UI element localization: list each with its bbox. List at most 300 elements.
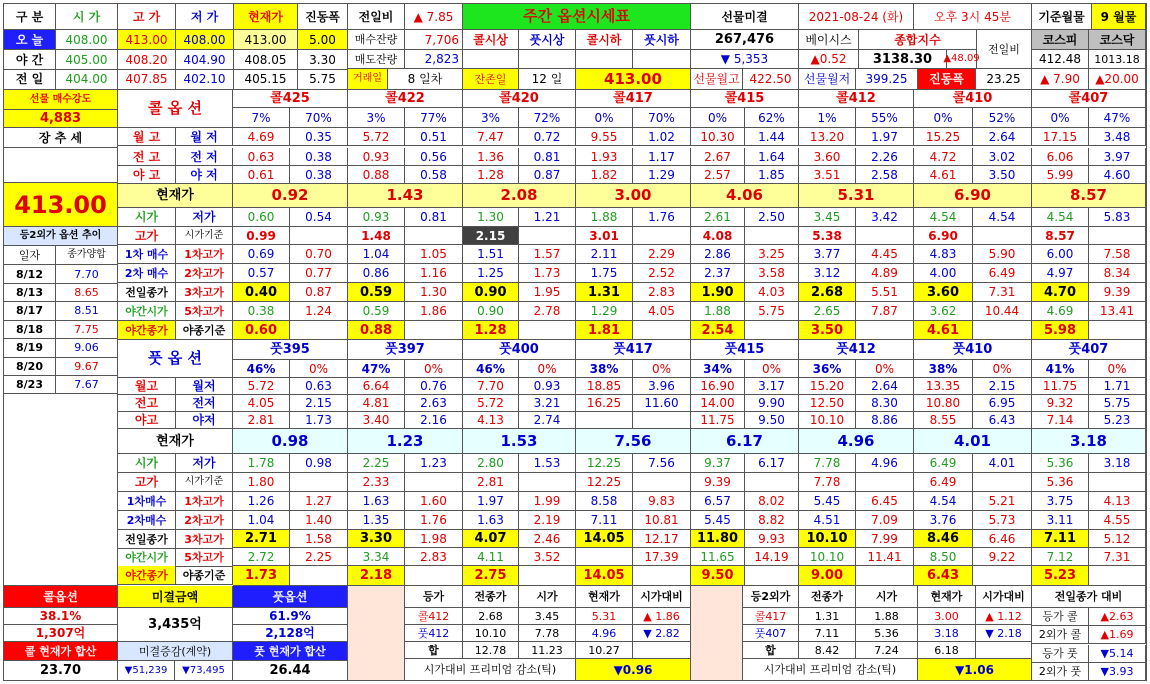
blank <box>745 227 799 245</box>
val: 4.13 <box>1089 492 1146 511</box>
val: 11.75 <box>1032 378 1089 395</box>
tbl-cell: ▼ 2.18 <box>976 625 1032 642</box>
call-label: 콜옵션 <box>4 586 118 608</box>
left-blank <box>4 394 118 586</box>
val: 2.46 <box>519 530 576 548</box>
label: 월고 <box>118 378 176 395</box>
val: 3.51 <box>799 166 856 184</box>
fut-month-hi-label: 선물월고 <box>691 69 743 90</box>
val: 2.83 <box>405 548 463 566</box>
label: 월 저 <box>176 128 233 146</box>
val: 4.51 <box>799 511 856 530</box>
val: 6.64 <box>348 378 405 395</box>
val: 3.50 <box>973 166 1032 184</box>
fut-month-lo-label: 선물월저 <box>799 69 856 90</box>
history-value: 8.51 <box>56 302 118 321</box>
val: 10.10 <box>799 530 856 548</box>
val: 7.11 <box>576 511 633 530</box>
val: 4.61 <box>914 321 973 340</box>
val: 7.09 <box>856 511 914 530</box>
val: 4.81 <box>348 395 405 412</box>
val: 5.45 <box>799 492 856 511</box>
val: 1.30 <box>405 283 463 302</box>
session-low: 408.00 <box>176 30 234 50</box>
val: 1.86 <box>405 302 463 321</box>
val: 0.38 <box>290 148 348 166</box>
session-label: 전 일 <box>4 69 56 90</box>
val: 4.61 <box>914 166 973 184</box>
basis-label: 베이시스 <box>799 30 859 50</box>
label: 야고 <box>118 412 176 429</box>
val: 3.50 <box>799 321 856 340</box>
val: 0.59 <box>348 302 405 321</box>
label: 5차고가 <box>176 548 233 567</box>
blank <box>856 473 914 492</box>
val: 1.27 <box>290 492 348 511</box>
val: 18.85 <box>576 378 633 395</box>
val: 0.57 <box>233 264 290 283</box>
val: 1.63 <box>463 511 519 530</box>
val: 3.76 <box>914 511 973 530</box>
put-name: 풋395 <box>233 340 348 360</box>
header-prev-diff: ▲ 7.85 <box>405 4 463 30</box>
put-low: 1.53 <box>519 454 576 473</box>
tbl-header: 시가 <box>519 586 576 608</box>
chg-put: ▼73,495 <box>175 661 233 681</box>
session-current: 408.05 <box>234 50 298 70</box>
put-sum-label: 풋 현재가 합산 <box>233 642 348 661</box>
val: 2.78 <box>519 302 576 321</box>
val: 3.48 <box>1089 128 1146 146</box>
val: 0.59 <box>348 283 405 302</box>
call-low: 0.54 <box>290 208 348 227</box>
call-high: 2.15 <box>463 227 519 245</box>
call-open: 0.93 <box>348 208 405 227</box>
val: 2.74 <box>519 412 576 429</box>
blank <box>405 566 463 586</box>
t3-val: ▼3.93 <box>1089 663 1146 681</box>
call-sum-label: 콜 현재가 합산 <box>4 642 118 661</box>
put-low: 4.96 <box>856 454 914 473</box>
history-date: 8/23 <box>4 375 56 394</box>
val: 0.81 <box>519 148 576 166</box>
val: 0.51 <box>405 128 463 146</box>
unsettled-amt: 3,435억 <box>118 608 233 642</box>
history-date: 8/12 <box>4 265 56 284</box>
val: 2.63 <box>405 395 463 412</box>
fut-unsettled-chg: ▼ 5,353 <box>691 50 799 69</box>
call-current: 6.90 <box>914 184 1032 208</box>
val: 5.75 <box>745 302 799 321</box>
val: 1.36 <box>463 148 519 166</box>
call-open: 2.61 <box>691 208 745 227</box>
blank <box>519 473 576 492</box>
blank <box>1089 321 1146 340</box>
label: 3차고가 <box>176 530 233 549</box>
val: 1.04 <box>348 245 405 264</box>
val: 3.77 <box>799 245 856 264</box>
label-open: 시가 <box>118 454 176 473</box>
blank <box>973 227 1032 245</box>
val: 16.90 <box>691 378 745 395</box>
history-date: 8/19 <box>4 339 56 358</box>
header-prev-diff-label: 전일비 <box>348 4 405 30</box>
put-high: 5.36 <box>1032 473 1089 492</box>
call-name: 콜410 <box>914 90 1032 108</box>
blank <box>973 473 1032 492</box>
val: 1.24 <box>290 302 348 321</box>
put-name: 풋407 <box>1032 340 1146 360</box>
call-current: 8.57 <box>1032 184 1146 208</box>
blank <box>633 321 691 340</box>
blank <box>463 50 519 69</box>
val: 1.71 <box>1089 378 1146 395</box>
val: 10.10 <box>799 548 856 566</box>
tbl-cell: 3.00 <box>918 608 976 625</box>
tbl-cell: ▲ 1.12 <box>976 608 1032 625</box>
t3-label: 등가 콜 <box>1032 608 1089 626</box>
val: 1.28 <box>463 321 519 340</box>
basis: ▲0.52 <box>799 50 859 69</box>
label: 1차고가 <box>176 492 233 511</box>
val: 3.58 <box>745 264 799 283</box>
blank <box>973 566 1032 586</box>
tbl-cell: 합 <box>743 642 799 659</box>
put-p1: 46% <box>463 360 519 378</box>
label-high: 고가 <box>118 227 176 245</box>
header-high: 고 가 <box>118 4 176 30</box>
val: 2.15 <box>290 395 348 412</box>
call-p2: 72% <box>519 108 576 128</box>
blank <box>745 321 799 340</box>
call-pct: 38.1% <box>4 608 118 625</box>
buy-rem: 7,706 <box>405 30 463 50</box>
blank <box>856 566 914 586</box>
val: 1.99 <box>519 492 576 511</box>
session-high: 407.85 <box>118 69 176 90</box>
tbl-foot-val: ▼1.06 <box>918 659 1032 681</box>
tbl-cell: 합 <box>405 642 463 659</box>
call-current: 1.43 <box>348 184 463 208</box>
val: 2.29 <box>633 245 691 264</box>
tbl-cell: 12.78 <box>463 642 519 659</box>
val: 1.25 <box>463 264 519 283</box>
val: 10.80 <box>914 395 973 412</box>
val: 2.81 <box>233 412 290 429</box>
history-value: 9.67 <box>56 357 118 376</box>
val: 2.25 <box>290 548 348 566</box>
val: 0.35 <box>290 128 348 146</box>
put-low: 1.23 <box>405 454 463 473</box>
label: 야저 <box>176 412 233 429</box>
val: 6.00 <box>1032 245 1089 264</box>
call-p1: 0% <box>576 108 633 128</box>
label: 전 고 <box>118 148 176 166</box>
put-low: 0.98 <box>290 454 348 473</box>
val: 0.86 <box>348 264 405 283</box>
call-low: 3.42 <box>856 208 914 227</box>
call-p2: 77% <box>405 108 463 128</box>
val: 7.47 <box>463 128 519 146</box>
val: 8.02 <box>745 492 799 511</box>
t3-val: ▼5.14 <box>1089 645 1146 663</box>
blank <box>519 227 576 245</box>
label-open-base: 시가기준 <box>176 227 233 245</box>
pink-spacer <box>691 586 743 681</box>
val: 5.75 <box>1089 395 1146 412</box>
tbl-cell <box>633 642 691 659</box>
put-high: 7.78 <box>799 473 856 492</box>
session-low: 402.10 <box>176 69 234 90</box>
put-name: 풋412 <box>799 340 914 360</box>
session-label: 오 늘 <box>4 30 56 50</box>
val: 4.00 <box>914 264 973 283</box>
call-p1: 0% <box>1032 108 1089 128</box>
call-current: 3.00 <box>576 184 691 208</box>
val: 2.64 <box>856 378 914 395</box>
session-current: 405.15 <box>234 69 298 90</box>
val: 4.60 <box>1089 166 1146 184</box>
val: 13.41 <box>1089 302 1146 321</box>
val: 1.28 <box>463 166 519 184</box>
trading-day-label: 거래일 <box>348 69 388 90</box>
val: 17.15 <box>1032 128 1089 146</box>
put-low: 7.56 <box>633 454 691 473</box>
call-name: 콜422 <box>348 90 463 108</box>
label: 전저 <box>176 395 233 412</box>
put-p2: 0% <box>1089 360 1146 378</box>
call-p2: 70% <box>633 108 691 128</box>
put-p1: 47% <box>348 360 405 378</box>
val: 2.65 <box>799 302 856 321</box>
val <box>633 412 691 429</box>
header-low: 저 가 <box>176 4 234 30</box>
session-open: 404.00 <box>56 69 118 90</box>
tbl-cell: 콜417 <box>743 608 799 625</box>
val: 8.50 <box>914 548 973 566</box>
index-chg: ▲48.09 <box>947 50 977 69</box>
trend2-label: 등2외가 옵션 추이 <box>4 227 118 246</box>
close-label: 종가양합 <box>56 246 118 265</box>
put-name: 풋400 <box>463 340 576 360</box>
put-p1: 38% <box>576 360 633 378</box>
val: 0.90 <box>463 302 519 321</box>
val: 4.45 <box>856 245 914 264</box>
kospi-chg: ▲ 7.90 <box>1032 69 1089 90</box>
label: 1차매수 <box>118 492 176 511</box>
put-high: 9.39 <box>691 473 745 492</box>
blank <box>745 473 799 492</box>
val: 9.55 <box>576 128 633 146</box>
label: 전일종가 <box>118 530 176 549</box>
put-p2: 0% <box>856 360 914 378</box>
val: 4.13 <box>463 412 519 429</box>
put-open: 12.25 <box>576 454 633 473</box>
fut-month-hi: 422.50 <box>743 69 799 90</box>
val: 1.40 <box>290 511 348 530</box>
val: 1.58 <box>290 530 348 548</box>
pink-spacer <box>348 586 405 681</box>
buy-rem-label: 매수잔량 <box>348 30 405 50</box>
val: 3.21 <box>519 395 576 412</box>
val: 1.31 <box>576 283 633 302</box>
history-date: 8/17 <box>4 302 56 321</box>
val: 2.64 <box>973 128 1032 146</box>
val: 0.69 <box>233 245 290 264</box>
val: 1.60 <box>405 492 463 511</box>
put-high: 2.33 <box>348 473 405 492</box>
val: 1.29 <box>576 302 633 321</box>
tbl-cell: 8.42 <box>799 642 856 659</box>
val: 2.67 <box>691 148 745 166</box>
label: 야 고 <box>118 166 176 184</box>
val: 1.97 <box>856 128 914 146</box>
put-open: 2.80 <box>463 454 519 473</box>
val: 7.11 <box>1032 530 1089 548</box>
put-title: 풋 옵 션 <box>118 340 233 378</box>
label-high: 고가 <box>118 473 176 492</box>
tbl-cell: 11.23 <box>519 642 576 659</box>
val: 7.14 <box>1032 412 1089 429</box>
val: 7.31 <box>1089 548 1146 566</box>
val: 10.81 <box>633 511 691 530</box>
blank <box>856 227 914 245</box>
val: 12.17 <box>633 530 691 548</box>
val: 6.43 <box>914 566 973 586</box>
put-current: 1.23 <box>348 429 463 454</box>
call-high: 5.38 <box>799 227 856 245</box>
val: 5.45 <box>691 511 745 530</box>
put-hi-label: 풋시상 <box>519 30 576 50</box>
range-value: 23.25 <box>976 69 1032 90</box>
val: 0.77 <box>290 264 348 283</box>
val: 2.58 <box>856 166 914 184</box>
val: 12.50 <box>799 395 856 412</box>
val: 9.90 <box>745 395 799 412</box>
t3-header: 전일종가 대비 <box>1032 586 1146 608</box>
history-value: 9.06 <box>56 339 118 358</box>
val: 6.06 <box>1032 148 1089 166</box>
tbl-header: 등가 <box>405 586 463 608</box>
call-p1: 1% <box>799 108 856 128</box>
val: 4.70 <box>1032 283 1089 302</box>
val: 6.57 <box>691 492 745 511</box>
label: 월저 <box>176 378 233 395</box>
val: 0.70 <box>290 245 348 264</box>
blank <box>290 227 348 245</box>
put-current: 7.56 <box>576 429 691 454</box>
call-p1: 0% <box>691 108 745 128</box>
tbl-header: 시가대비 <box>976 586 1032 608</box>
sell-rem-label: 매도잔량 <box>348 50 405 69</box>
val: 4.69 <box>233 128 290 146</box>
label: 전고 <box>118 395 176 412</box>
call-name: 콜412 <box>799 90 914 108</box>
put-current: 0.98 <box>233 429 348 454</box>
val: 1.05 <box>405 245 463 264</box>
val: 2.11 <box>576 245 633 264</box>
blank <box>633 473 691 492</box>
val: 14.00 <box>691 395 745 412</box>
val: 0.63 <box>290 378 348 395</box>
call-amt: 1,307억 <box>4 625 118 642</box>
call-low: 4.54 <box>973 208 1032 227</box>
val: 3.12 <box>799 264 856 283</box>
tbl-cell: 2.68 <box>463 608 519 625</box>
trading-day: 8 일차 <box>388 69 463 90</box>
history-value: 8.65 <box>56 283 118 302</box>
val: 9.93 <box>745 530 799 548</box>
base-month: 9 월물 <box>1092 4 1146 30</box>
val: 6.46 <box>973 530 1032 548</box>
put-sum: 26.44 <box>233 661 348 681</box>
put-low: 4.01 <box>973 454 1032 473</box>
session-range: 5.00 <box>298 30 348 50</box>
tbl-cell: 7.11 <box>799 625 856 642</box>
range-label: 진동폭 <box>918 69 976 90</box>
val: 7.58 <box>1089 245 1146 264</box>
session-high: 413.00 <box>118 30 176 50</box>
val: 2.71 <box>233 530 290 548</box>
call-sum: 23.70 <box>4 661 118 681</box>
board-title: 주간 옵션시세표 <box>463 4 691 30</box>
val: 8.55 <box>914 412 973 429</box>
val: 1.57 <box>519 245 576 264</box>
val: 5.72 <box>233 378 290 395</box>
put-p1: 46% <box>233 360 290 378</box>
t3-val: ▲2.63 <box>1089 608 1146 626</box>
header-open: 시 가 <box>56 4 118 30</box>
val: 6.49 <box>973 264 1032 283</box>
val: 11.80 <box>691 530 745 548</box>
call-p1: 3% <box>463 108 519 128</box>
call-high: 4.08 <box>691 227 745 245</box>
val: 5.12 <box>1089 530 1146 548</box>
val: 13.35 <box>914 378 973 395</box>
val: 1.73 <box>290 412 348 429</box>
val: 2.19 <box>519 511 576 530</box>
put-open: 2.25 <box>348 454 405 473</box>
call-name: 콜415 <box>691 90 799 108</box>
val: 16.25 <box>576 395 633 412</box>
put-amt: 2,128억 <box>233 625 348 642</box>
val: 9.83 <box>633 492 691 511</box>
val: 15.25 <box>914 128 973 146</box>
val: 7.87 <box>856 302 914 321</box>
blank <box>519 50 576 69</box>
call-p2: 62% <box>745 108 799 128</box>
val: 1.76 <box>405 511 463 530</box>
val: 2.52 <box>633 264 691 283</box>
blank <box>633 227 691 245</box>
val: 1.85 <box>745 166 799 184</box>
t3-val: ▲1.69 <box>1089 626 1146 644</box>
val: 1.35 <box>348 511 405 530</box>
val: 1.02 <box>633 128 691 146</box>
tbl-foot-label: 시가대비 프리미엄 감소(틱) <box>405 659 576 681</box>
val: 1.64 <box>745 148 799 166</box>
label: 2차고가 <box>176 264 233 283</box>
put-p2: 0% <box>745 360 799 378</box>
call-p2: 70% <box>290 108 348 128</box>
call-name: 콜407 <box>1032 90 1146 108</box>
val: 0.60 <box>233 321 290 340</box>
val: 0.56 <box>405 148 463 166</box>
val: 2.26 <box>856 148 914 166</box>
fut-month-lo: 399.25 <box>856 69 918 90</box>
call-open: 1.30 <box>463 208 519 227</box>
val: 2.16 <box>405 412 463 429</box>
